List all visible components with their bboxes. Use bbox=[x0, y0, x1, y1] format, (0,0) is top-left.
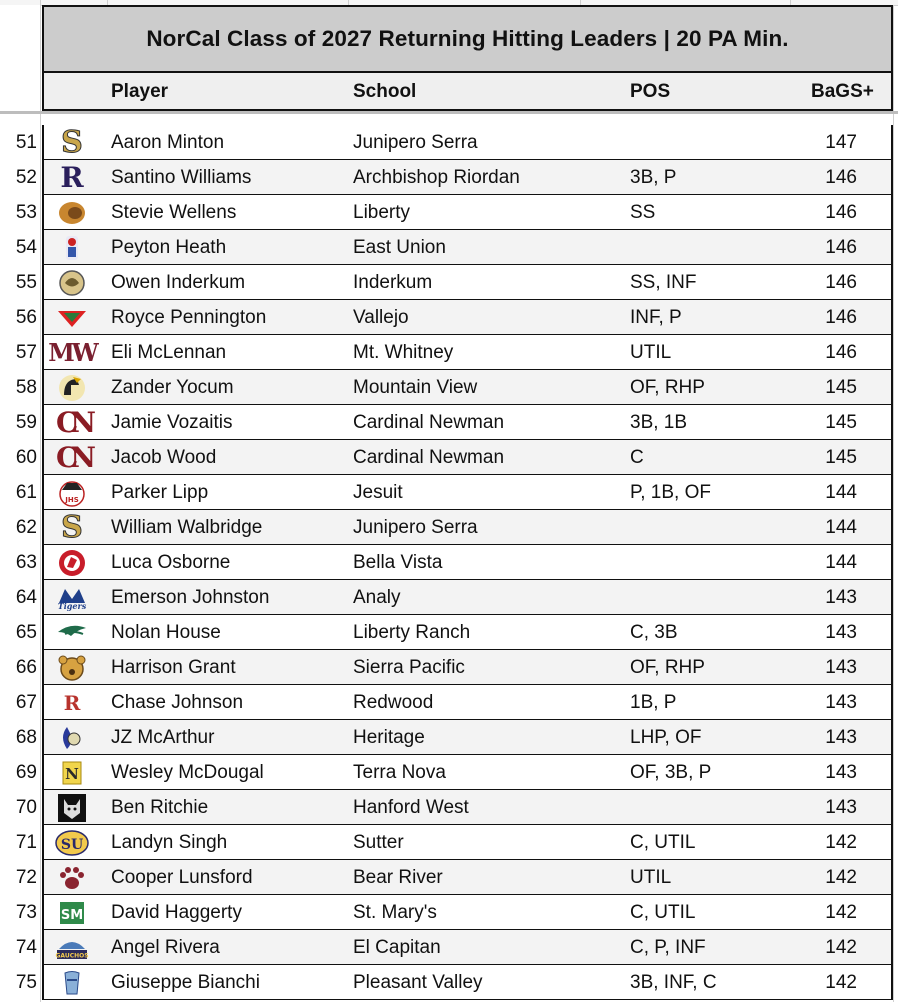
table-row[interactable] bbox=[0, 615, 898, 650]
school-name[interactable]: Junipero Serra bbox=[353, 132, 478, 153]
row-rank[interactable]: 53 bbox=[15, 202, 37, 223]
school-name[interactable]: Mountain View bbox=[353, 377, 478, 398]
svg-text:N: N bbox=[65, 764, 79, 783]
position[interactable]: OF, RHP bbox=[630, 657, 705, 678]
table-row[interactable] bbox=[0, 720, 898, 755]
bags-score[interactable]: 142 bbox=[825, 832, 857, 853]
row-rank[interactable]: 72 bbox=[15, 867, 37, 888]
row-rank[interactable]: 59 bbox=[15, 412, 37, 433]
school-name[interactable]: Jesuit bbox=[353, 482, 403, 503]
row-rank[interactable]: 63 bbox=[15, 552, 37, 573]
player-name[interactable]: Eli McLennan bbox=[111, 342, 227, 363]
row-rank[interactable]: 52 bbox=[15, 167, 37, 188]
player-name[interactable]: Zander Yocum bbox=[111, 377, 234, 398]
player-name[interactable]: Harrison Grant bbox=[111, 657, 236, 678]
bags-score[interactable]: 146 bbox=[825, 237, 857, 258]
player-name[interactable]: Jamie Vozaitis bbox=[111, 412, 233, 433]
position[interactable]: UTIL bbox=[630, 867, 672, 888]
bags-score[interactable]: 145 bbox=[825, 412, 857, 433]
player-name[interactable]: Royce Pennington bbox=[111, 307, 267, 328]
row-rank[interactable]: 71 bbox=[15, 832, 37, 853]
svg-text:Tigers: Tigers bbox=[57, 600, 87, 611]
player-name[interactable]: Jacob Wood bbox=[111, 447, 217, 468]
bags-score[interactable]: 143 bbox=[825, 657, 857, 678]
pos-column-header[interactable]: POS bbox=[630, 81, 671, 102]
cardinal-newman-icon: CN bbox=[56, 405, 88, 439]
gauchos-icon bbox=[52, 932, 92, 963]
bags-score[interactable]: 143 bbox=[825, 797, 857, 818]
riordan-r-icon: R bbox=[60, 160, 84, 194]
position[interactable]: C, UTIL bbox=[630, 902, 696, 923]
liberty-lion-icon bbox=[52, 197, 92, 228]
player-name[interactable]: Stevie Wellens bbox=[111, 202, 237, 223]
inderkum-icon bbox=[52, 267, 92, 298]
school-name[interactable]: Cardinal Newman bbox=[353, 412, 505, 433]
table-row[interactable] bbox=[0, 755, 898, 790]
row-rank[interactable]: 58 bbox=[15, 377, 37, 398]
table-row[interactable] bbox=[0, 405, 898, 440]
table-row[interactable] bbox=[0, 825, 898, 860]
bags-score[interactable]: 145 bbox=[825, 377, 857, 398]
school-name[interactable]: Vallejo bbox=[353, 307, 409, 328]
position[interactable]: 3B, INF, C bbox=[630, 972, 717, 993]
bella-vista-icon bbox=[52, 547, 92, 578]
bags-score[interactable]: 142 bbox=[825, 902, 857, 923]
viking-icon bbox=[52, 967, 92, 998]
row-rank[interactable]: 54 bbox=[15, 237, 37, 258]
table-row[interactable] bbox=[0, 790, 898, 825]
school-name[interactable]: East Union bbox=[353, 237, 446, 258]
school-name[interactable]: Liberty Ranch bbox=[353, 622, 471, 643]
hawk-icon bbox=[52, 617, 92, 648]
position[interactable]: OF, 3B, P bbox=[630, 762, 712, 783]
bags-score[interactable]: 143 bbox=[825, 762, 857, 783]
bags-score[interactable]: 142 bbox=[825, 937, 857, 958]
player-column-header[interactable]: Player bbox=[111, 81, 169, 102]
serra-s-icon: S bbox=[61, 124, 83, 160]
jesuit-icon bbox=[52, 477, 92, 508]
bags-score[interactable]: 142 bbox=[825, 972, 857, 993]
svg-text:GAUCHOS: GAUCHOS bbox=[55, 952, 89, 959]
school-name[interactable]: El Capitan bbox=[353, 937, 441, 958]
bags-score[interactable]: 145 bbox=[825, 447, 857, 468]
row-rank[interactable]: 60 bbox=[15, 447, 37, 468]
frozen-pane-divider[interactable] bbox=[0, 111, 898, 114]
row-rank[interactable]: 62 bbox=[15, 517, 37, 538]
position[interactable]: C, P, INF bbox=[630, 937, 706, 958]
table-row[interactable] bbox=[0, 510, 898, 545]
position[interactable]: LHP, OF bbox=[630, 727, 702, 748]
row-rank[interactable]: 57 bbox=[15, 342, 37, 363]
position[interactable]: SS, INF bbox=[630, 272, 697, 293]
table-row[interactable] bbox=[0, 545, 898, 580]
school-name[interactable]: Heritage bbox=[353, 727, 425, 748]
player-name[interactable]: Landyn Singh bbox=[111, 832, 228, 853]
row-rank[interactable]: 56 bbox=[15, 307, 37, 328]
bags-column-header[interactable]: BaGS+ bbox=[811, 81, 874, 102]
row-rank[interactable]: 51 bbox=[15, 132, 37, 153]
row-rank[interactable]: 67 bbox=[15, 692, 37, 713]
table-row[interactable] bbox=[0, 160, 898, 195]
player-name[interactable]: Wesley McDougal bbox=[111, 762, 264, 783]
bear-icon bbox=[52, 652, 92, 683]
st-marys-icon bbox=[52, 897, 92, 928]
bags-score[interactable]: 146 bbox=[825, 167, 857, 188]
redwood-r-icon: R bbox=[63, 690, 81, 715]
school-name[interactable]: Junipero Serra bbox=[353, 517, 478, 538]
player-name[interactable]: David Haggerty bbox=[111, 902, 242, 923]
table-row[interactable] bbox=[0, 895, 898, 930]
table-row[interactable] bbox=[0, 860, 898, 895]
bags-score[interactable]: 144 bbox=[825, 552, 857, 573]
analy-tigers-icon bbox=[52, 582, 92, 613]
school-name[interactable]: Hanford West bbox=[353, 797, 469, 818]
player-name[interactable]: Parker Lipp bbox=[111, 482, 209, 503]
bags-score[interactable]: 143 bbox=[825, 692, 857, 713]
school-name[interactable]: Sutter bbox=[353, 832, 404, 853]
table-row[interactable] bbox=[0, 685, 898, 720]
cardinal-newman-icon: CN bbox=[56, 440, 88, 474]
school-name[interactable]: Bella Vista bbox=[353, 552, 443, 573]
position[interactable]: 1B, P bbox=[630, 692, 677, 713]
position[interactable]: SS bbox=[630, 202, 656, 223]
position[interactable]: OF, RHP bbox=[630, 377, 705, 398]
position[interactable]: P, 1B, OF bbox=[630, 482, 711, 503]
paw-icon bbox=[52, 862, 92, 893]
player-name[interactable]: Luca Osborne bbox=[111, 552, 231, 573]
sutter-icon bbox=[52, 827, 92, 858]
player-name[interactable]: Emerson Johnston bbox=[111, 587, 270, 608]
bags-score[interactable]: 146 bbox=[825, 307, 857, 328]
mt-whitney-icon: MW bbox=[48, 337, 96, 367]
row-rank[interactable]: 65 bbox=[15, 622, 37, 643]
position[interactable]: 3B, P bbox=[630, 167, 677, 188]
table-row[interactable] bbox=[0, 370, 898, 405]
player-name[interactable]: Angel Rivera bbox=[111, 937, 220, 958]
school-name[interactable]: Sierra Pacific bbox=[353, 657, 465, 678]
player-name[interactable]: Cooper Lunsford bbox=[111, 867, 253, 888]
table-row[interactable] bbox=[0, 195, 898, 230]
column-header-row bbox=[42, 73, 893, 111]
row-rank[interactable]: 73 bbox=[15, 902, 37, 923]
school-name[interactable]: Archbishop Riordan bbox=[353, 167, 520, 188]
school-name[interactable]: Bear River bbox=[353, 867, 443, 888]
table-title: NorCal Class of 2027 Returning Hitting Leaders | 20 PA Min. bbox=[42, 5, 893, 73]
leaderboard-table bbox=[0, 125, 898, 1000]
player-name[interactable]: Santino Williams bbox=[111, 167, 252, 188]
terra-nova-icon bbox=[52, 757, 92, 788]
table-row[interactable] bbox=[0, 580, 898, 615]
bags-score[interactable]: 143 bbox=[825, 622, 857, 643]
table-row[interactable] bbox=[0, 125, 898, 160]
table-row[interactable] bbox=[0, 300, 898, 335]
row-rank[interactable]: 55 bbox=[15, 272, 37, 293]
bags-score[interactable]: 143 bbox=[825, 727, 857, 748]
row-rank[interactable]: 61 bbox=[15, 482, 37, 503]
table-row[interactable] bbox=[0, 475, 898, 510]
husky-icon bbox=[52, 792, 92, 823]
school-name[interactable]: Redwood bbox=[353, 692, 434, 713]
table-row[interactable] bbox=[0, 440, 898, 475]
row-rank[interactable]: 70 bbox=[15, 797, 37, 818]
position[interactable]: INF, P bbox=[630, 307, 682, 328]
player-name[interactable]: William Walbridge bbox=[111, 517, 263, 538]
school-name[interactable]: Liberty bbox=[353, 202, 411, 223]
svg-text:JHS: JHS bbox=[65, 495, 79, 504]
table-row[interactable] bbox=[0, 230, 898, 265]
bags-score[interactable]: 146 bbox=[825, 342, 857, 363]
row-rank[interactable]: 66 bbox=[15, 657, 37, 678]
bags-score[interactable]: 143 bbox=[825, 587, 857, 608]
bags-score[interactable]: 144 bbox=[825, 517, 857, 538]
bags-score[interactable]: 147 bbox=[825, 132, 857, 153]
player-name[interactable]: JZ McArthur bbox=[111, 727, 215, 748]
bags-score[interactable]: 144 bbox=[825, 482, 857, 503]
svg-text:SU: SU bbox=[60, 836, 84, 853]
position[interactable]: UTIL bbox=[630, 342, 672, 363]
table-row[interactable] bbox=[0, 335, 898, 370]
row-rank[interactable]: 64 bbox=[15, 587, 37, 608]
bags-score[interactable]: 146 bbox=[825, 272, 857, 293]
table-row[interactable] bbox=[0, 265, 898, 300]
player-name[interactable]: Owen Inderkum bbox=[111, 272, 246, 293]
row-rank[interactable]: 75 bbox=[15, 972, 37, 993]
row-rank[interactable]: 74 bbox=[15, 937, 37, 958]
school-name[interactable]: Cardinal Newman bbox=[353, 447, 505, 468]
svg-text:SM: SM bbox=[60, 907, 84, 923]
table-row[interactable] bbox=[0, 650, 898, 685]
bags-score[interactable]: 146 bbox=[825, 202, 857, 223]
school-name[interactable]: Pleasant Valley bbox=[353, 972, 483, 993]
school-name[interactable]: St. Mary's bbox=[353, 902, 437, 923]
school-name[interactable]: Mt. Whitney bbox=[353, 342, 454, 363]
school-name[interactable]: Terra Nova bbox=[353, 762, 446, 783]
player-name[interactable]: Ben Ritchie bbox=[111, 797, 209, 818]
player-name[interactable]: Aaron Minton bbox=[111, 132, 225, 153]
school-name[interactable]: Analy bbox=[353, 587, 401, 608]
school-column-header[interactable]: School bbox=[353, 81, 417, 102]
player-name[interactable]: Chase Johnson bbox=[111, 692, 244, 713]
serra-s-icon: S bbox=[61, 509, 83, 545]
east-union-icon bbox=[52, 232, 92, 263]
school-name[interactable]: Inderkum bbox=[353, 272, 433, 293]
row-rank[interactable]: 69 bbox=[15, 762, 37, 783]
player-name[interactable]: Giuseppe Bianchi bbox=[111, 972, 260, 993]
position[interactable]: C, UTIL bbox=[630, 832, 696, 853]
position[interactable]: C bbox=[630, 447, 644, 468]
player-name[interactable]: Peyton Heath bbox=[111, 237, 227, 258]
row-rank[interactable]: 68 bbox=[15, 727, 37, 748]
vallejo-v-icon bbox=[52, 302, 92, 333]
heritage-icon bbox=[52, 722, 92, 753]
table-row[interactable] bbox=[0, 965, 898, 1000]
bags-score[interactable]: 142 bbox=[825, 867, 857, 888]
player-name[interactable]: Nolan House bbox=[111, 622, 221, 643]
position[interactable]: C, 3B bbox=[630, 622, 678, 643]
spartan-icon bbox=[52, 372, 92, 403]
position[interactable]: 3B, 1B bbox=[630, 412, 688, 433]
table-row[interactable] bbox=[0, 930, 898, 965]
